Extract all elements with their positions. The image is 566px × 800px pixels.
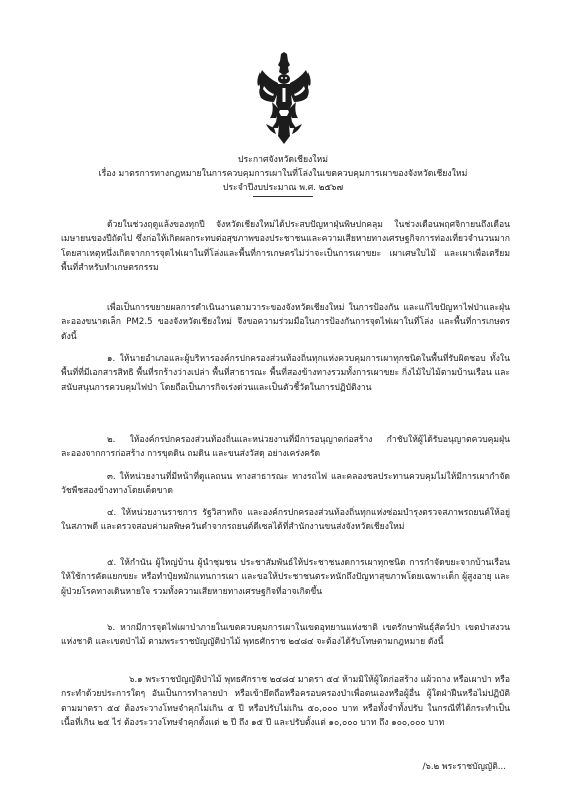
garuda-emblem-icon: [256, 52, 312, 144]
measure-1: ๑. ให้นายอำเภอและผู้บริหารองค์กรปกครองส่วนท้องถิ่นทุกแห่งควบคุมการเผาทุกชนิดในพื้นที่รับผิดชอบ ทั้งในพื้นที่ที่มีเอกสารสิทธิ พื้นที่รกร้างว่างเปล่า พื้นที่สาธารณะ พื้นที่สองข้างทางรวมทั้งการเผาขยะ กิ่งไม้ใบไม้ตามบ้านเรือน และสนับสนุนการควบคุมไฟป่า โดยถือเป็นภารกิจเร่งด่วนและเป็นตัวชี้วัดในการปฏิบัติงาน: [61, 354, 510, 393]
measure-5: ๕. ให้กำนัน ผู้ใหญ่บ้าน ผู้นำชุมชน ประชาสัมพันธ์ให้ประชาชนงดการเผาทุกชนิด การกำจัดขยะจากบ้านเรือนให้ใช้การคัดแยกขยะ หรือทำปุ๋ยหมักแทนการเผา และขอให้ประชาชนตระหนักถึงปัญหาสุขภาพโดยเฉพาะเด็ก ผู้สูงอายุ และผู้ป่วยโรคทางเดินหายใจ รวมทั้งความเสียหายทางเศรษฐกิจที่อาจเกิดขึ้น: [61, 558, 510, 597]
forest-act-clause: ๖.๑ พระราชบัญญัติป่าไม้ พุทธศักราช ๒๔๘๔ มาตรา ๕๔ ห้ามมิให้ผู้ใดก่อสร้าง แผ้วถาง หรือเผาป่า หรือกระทำด้วยประการใดๆ อันเป็นการทำลายป่า หรือเข้ายึดถือหรือครอบครองป่าเพื่อตนเองหรือผู้อื่น ผู้ใดฝ่าฝืนหรือไม่ปฏิบัติตามมาตรา ๕๔ ต้องระวางโทษจำคุกไม่เกิน ๕ ปี หรือปรับไม่เกิน ๕๐,๐๐๐ บาท หรือทั้งจำทั้งปรับ ในกรณีที่ได้กระทำเป็นเนื้อที่เกิน ๒๕ ไร่ ต้องระวางโทษจำคุกตั้งแต่ ๒ ปี ถึง ๑๕ ปี และปรับตั้งแต่ ๑๐,๐๐๐ บาท ถึง ๑๐๐,๐๐๐ บาท: [61, 675, 510, 729]
subject-line: เรื่อง มาตรการทางกฎหมายในการควบคุมการเผาในที่โล่งในเขตควบคุมการเผาของจังหวัดเชียงใหม่: [98, 169, 468, 179]
issuer-heading: ประกาศจังหวัดเชียงใหม่: [238, 155, 328, 165]
paragraph-background: ด้วยในช่วงฤดูแล้งของทุกปี จังหวัดเชียงใหม่ได้ประสบปัญหาฝุ่นพิษปกคลุม ในช่วงเดือนพฤศจิกายนถึงเดือนเมษายนของปีถัดไป ซึ่งก่อให้เกิดผลกระทบต่อสุขภาพของประชาชนและความเสียหายทางเศรษฐกิจการท่องเที่ยวจำนวนมาก โดยสาเหตุหนึ่งเกิดจากการจุดไฟเผาในที่โล่งและพื้นที่การเกษตรไม่ว่าจะเป็นการเผาขยะ เผาเศษใบไม้ และเผาเพื่อเตรียมพื้นที่สำหรับทำเกษตรกรรม: [61, 220, 510, 274]
continuation-note: /๖.๒ พระราชบัญญัติ...: [422, 762, 506, 772]
paragraph-purpose: เพื่อเป็นการขยายผลการดำเนินงานตามวาระของจังหวัดเชียงใหม่ ในการป้องกัน และแก้ไขปัญหาไฟป่าและฝุ่นละอองขนาดเล็ก PM2.5 ของจังหวัดเชียงใหม่ จึงขอความร่วมมือในการป้องกันการจุดไฟเผาในที่โล่ง และพื้นที่การเกษตร ดังนี้: [61, 303, 510, 342]
header-divider: [253, 196, 313, 197]
measure-6: ๖. หากมีการจุดไฟเผาป่าภายในเขตควบคุมการเผาในเขตอุทยานแห่งชาติ เขตรักษาพันธุ์สัตว์ป่า เขตป่าสงวนแห่งชาติ และเขตป่าไม้ ตามพระราชบัญญัติป่าไม้ พุทธศักราช ๒๔๘๔ จะต้องได้รับโทษตามกฎหมาย ดังนี้: [61, 623, 510, 648]
measure-3: ๓. ให้หน่วยงานที่มีหน้าที่ดูแลถนน ทางสาธารณะ ทางรถไฟ และคลองชลประทานควบคุมไม่ให้มีการเผากำจัดวัชพืชสองข้างทางโดยเด็ดขาด: [61, 472, 510, 497]
fiscal-year-line: ประจำปีงบประมาณ พ.ศ. ๒๕๖๗: [222, 183, 344, 193]
measure-4: ๔. ให้หน่วยงานราชการ รัฐวิสาหกิจ และองค์กรปกครองส่วนท้องถิ่นทุกแห่งซ่อมบำรุงตรวจสภาพรถยนต์ให้อยู่ในสภาพดี และตรวจสอบค่ามลพิษควันดำจากรถยนต์ดีเซลได้ที่สำนักงานขนส่งจังหวัดเชียงใหม่: [61, 508, 510, 533]
measure-2: ๒. ให้องค์กรปกครองส่วนท้องถิ่นและหน่วยงานที่มีการอนุญาตก่อสร้าง กำชับให้ผู้ได้รับอนุญาตควบคุมฝุ่นละอองจากการก่อสร้าง การขุดดิน ถมดิน และขนส่งวัสดุ อย่างเคร่งครัด: [61, 435, 510, 460]
